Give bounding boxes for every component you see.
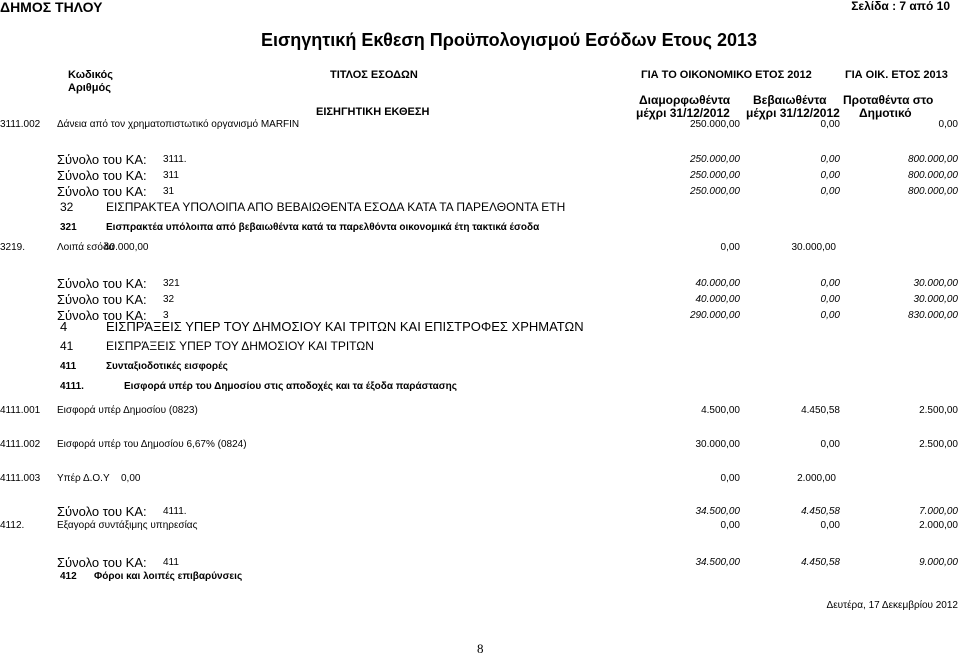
total-label: Σύνολο του ΚΑ: <box>57 276 147 291</box>
total-code: 31 <box>163 186 175 197</box>
footer-date: Δευτέρα, 17 Δεκεμβρίου 2012 <box>826 600 958 611</box>
row-proposed-value: 0,00 <box>938 119 958 130</box>
total-code: 32 <box>163 294 175 305</box>
row-title: Λοιπά εσόδα <box>57 242 115 253</box>
row-confirmed-value: 0,00 <box>820 520 840 531</box>
municipality-name: ΔΗΜΟΣ ΤΗΛΟΥ <box>0 0 103 15</box>
total-shaped-value: 40.000,00 <box>695 294 740 305</box>
total-code: 321 <box>163 278 180 289</box>
total-proposed-value: 9.000,00 <box>919 557 958 568</box>
row-proposed-value: 2.500,00 <box>919 439 958 450</box>
row-title: Υπέρ Δ.Ο.Υ <box>57 473 110 484</box>
section-title: ΕΙΣΠΡΆΞΕΙΣ ΥΠΕΡ ΤΟΥ ΔΗΜΟΣΙΟΥ ΚΑΙ ΤΡΙΤΩΝ <box>106 339 374 353</box>
row-title: Δάνεια από τον χρηματοπιστωτικό οργανισμό MARFIN <box>57 119 300 130</box>
row-proposed-value: 2.500,00 <box>919 405 958 416</box>
row-code: 4112. <box>0 520 25 531</box>
total-code: 4111. <box>163 506 187 517</box>
section-code: 41 <box>60 339 74 353</box>
section-code: 4 <box>60 319 68 334</box>
row-confirmed-value: 4.450,58 <box>801 405 840 416</box>
section-code: 321 <box>60 222 77 233</box>
col-fiscal-year-label: ΓΙΑ ΤΟ ΟΙΚΟΝΟΜΙΚΟ ΕΤΟΣ 2012 <box>641 69 812 81</box>
page-indicator: Σελίδα : 7 από 10 <box>851 0 950 13</box>
total-label: Σύνολο του ΚΑ: <box>57 308 147 323</box>
total-confirmed-value: 0,00 <box>820 294 840 305</box>
section-code: 411 <box>60 361 77 372</box>
total-confirmed-value: 0,00 <box>820 310 840 321</box>
total-label: Σύνολο του ΚΑ: <box>57 292 147 307</box>
row-title: Εισφορά υπέρ του Δημοσίου 6,67% (0824) <box>57 439 247 450</box>
col-title-label: ΤΙΤΛΟΣ ΕΣΟΔΩΝ <box>330 69 418 81</box>
row-shaped-value: 40.000,00 <box>104 242 149 253</box>
row-shaped-value: 0,00 <box>720 520 740 531</box>
section-title: Εισπρακτέα υπόλοιπα από βεβαιωθέντα κατά τα παρελθόντα οικονομικά έτη τακτικά έσοδα <box>106 222 540 233</box>
total-shaped-value: 34.500,00 <box>695 506 740 517</box>
total-confirmed-value: 4.450,58 <box>801 557 840 568</box>
col-shaped-label: Διαμορφωθέντα <box>639 93 731 107</box>
total-code: 311 <box>163 170 179 181</box>
col-proposed-label: Προταθέντα στο <box>843 93 934 107</box>
section-title: Εισφορά υπέρ του Δημοσίου στις αποδοχές και τα έξοδα παράστασης <box>124 381 457 392</box>
total-proposed-value: 7.000,00 <box>919 506 958 517</box>
row-shaped-value: 0,00 <box>121 473 141 484</box>
row-shaped-value: 30.000,00 <box>695 439 740 450</box>
total-code: 3 <box>163 310 169 321</box>
col-confirmed-date: μέχρι 31/12/2012 <box>746 106 840 120</box>
section-code: 412 <box>60 571 77 582</box>
col-report-label: ΕΙΣΗΓΗΤΙΚΗ ΕΚΘΕΣΗ <box>316 106 430 118</box>
total-shaped-value: 290.000,00 <box>689 310 740 321</box>
row-proposed-value: 2.000,00 <box>919 520 958 531</box>
row-code: 3111.002 <box>0 119 41 130</box>
total-shaped-value: 250.000,00 <box>689 154 740 165</box>
section-title: Φόροι και λοιπές επιβαρύνσεις <box>94 571 243 582</box>
total-proposed-value: 30.000,00 <box>913 278 958 289</box>
total-proposed-value: 30.000,00 <box>913 294 958 305</box>
total-label: Σύνολο του ΚΑ: <box>57 168 147 183</box>
total-shaped-value: 34.500,00 <box>695 557 740 568</box>
total-label: Σύνολο του ΚΑ: <box>57 184 147 199</box>
total-code: 3111. <box>163 154 187 165</box>
section-title: ΕΙΣΠΡΆΞΕΙΣ ΥΠΕΡ ΤΟΥ ΔΗΜΟΣΙΟΥ ΚΑΙ ΤΡΙΤΩΝ ΚΑΙ ΕΠΙΣΤΡΟΦΕΣ ΧΡΗΜΑΤΩΝ <box>106 319 584 334</box>
row-code: 3219. <box>0 242 26 253</box>
section-title: Συνταξιοδοτικές εισφορές <box>106 361 228 372</box>
total-confirmed-value: 0,00 <box>820 154 840 165</box>
total-code: 411 <box>163 557 179 568</box>
row-title: Εξαγορά συντάξιμης υπηρεσίας <box>57 520 198 531</box>
section-code: 32 <box>60 200 74 214</box>
total-label: Σύνολο του ΚΑ: <box>57 152 147 167</box>
total-proposed-value: 800.000,00 <box>907 170 958 181</box>
col-number-label: Αριθμός <box>68 82 111 94</box>
col-code-label: Κωδικός <box>68 69 113 81</box>
report-title: Εισηγητική Εκθεση Προϋπολογισμού Εσόδων Ετους 2013 <box>260 30 758 50</box>
row-confirmed-value: 0,00 <box>720 242 740 253</box>
row-proposed-value: 2.000,00 <box>797 473 836 484</box>
col-proposed-sub: Δημοτικό <box>859 106 912 120</box>
total-proposed-value: 800.000,00 <box>907 186 958 197</box>
section-code: 4111. <box>60 381 84 392</box>
section-title: ΕΙΣΠΡΑΚΤΕΑ ΥΠΟΛΟΙΠΑ ΑΠΟ ΒΕΒΑΙΩΘΕΝΤΑ ΕΣΟΔΑ ΚΑΤΑ ΤΑ ΠΑΡΕΛΘΟΝΤΑ ΕΤΗ <box>106 200 566 214</box>
col-shaped-date: μέχρι 31/12/2012 <box>636 106 730 120</box>
row-proposed-value: 30.000,00 <box>791 242 836 253</box>
total-confirmed-value: 4.450,58 <box>801 506 840 517</box>
total-shaped-value: 40.000,00 <box>695 278 740 289</box>
total-proposed-value: 800.000,00 <box>907 154 958 165</box>
page-number: 8 <box>477 641 484 656</box>
row-title: Εισφορά υπέρ Δημοσίου (0823) <box>57 405 198 416</box>
row-code: 4111.003 <box>0 473 41 484</box>
total-confirmed-value: 0,00 <box>820 278 840 289</box>
row-code: 4111.002 <box>0 439 41 450</box>
total-shaped-value: 250.000,00 <box>689 186 740 197</box>
col-confirmed-label: Βεβαιωθέντα <box>753 93 827 107</box>
col-oik-year-label: ΓΙΑ ΟΙΚ. ΕΤΟΣ 2013 <box>845 69 948 81</box>
total-label: Σύνολο του ΚΑ: <box>57 555 147 570</box>
total-shaped-value: 250.000,00 <box>689 170 740 181</box>
total-confirmed-value: 0,00 <box>820 170 840 181</box>
row-confirmed-value: 0,00 <box>820 439 840 450</box>
row-shaped-value: 250.000,00 <box>689 119 740 130</box>
total-proposed-value: 830.000,00 <box>907 310 958 321</box>
row-confirmed-value: 0,00 <box>820 119 840 130</box>
total-label: Σύνολο του ΚΑ: <box>57 504 147 519</box>
total-confirmed-value: 0,00 <box>820 186 840 197</box>
row-code: 4111.001 <box>0 405 41 416</box>
row-shaped-value: 4.500,00 <box>701 405 740 416</box>
row-confirmed-value: 0,00 <box>720 473 740 484</box>
